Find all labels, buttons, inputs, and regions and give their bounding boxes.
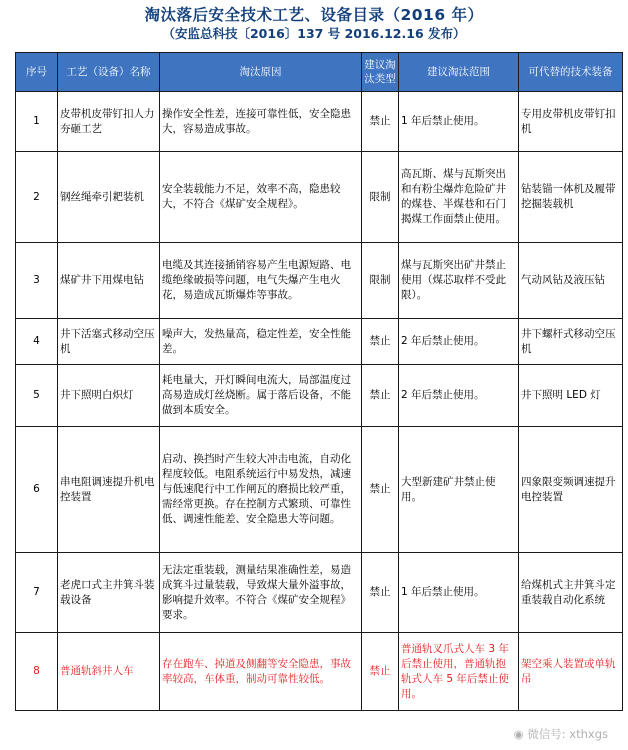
row-type: 禁止 — [362, 92, 399, 152]
table-row — [16, 319, 623, 365]
row-alt: 专用皮带机皮带钉扣机 — [519, 92, 623, 152]
row-number: 1 — [16, 92, 58, 152]
row-reason: 操作安全性差，连接可靠性低，安全隐患大，容易造成事故。 — [160, 92, 362, 152]
col-header-name: 工艺（设备）名称 — [58, 53, 160, 92]
row-number: 4 — [16, 319, 58, 365]
row-type: 禁止 — [362, 319, 399, 365]
row-reason: 噪声大，发热量高，稳定性差，安全性能差。 — [160, 319, 362, 365]
row-scope: 大型新建矿井禁止使用。 — [399, 427, 519, 553]
row-name: 钢丝绳牵引耙装机 — [58, 152, 160, 243]
table-row — [16, 365, 623, 427]
row-number: 5 — [16, 365, 58, 427]
row-type: 禁止 — [362, 365, 399, 427]
row-type: 禁止 — [362, 633, 399, 711]
row-reason: 电缆及其连接插销容易产生电源短路、电缆绝缘破损等问题，电气失爆产生电火花，易造成瓦斯爆炸等事故。 — [160, 243, 362, 319]
row-name: 煤矿井下用煤电钻 — [58, 243, 160, 319]
col-header-scope: 建议淘汰范围 — [399, 53, 519, 92]
row-number: 2 — [16, 152, 58, 243]
row-number: 8 — [16, 633, 58, 711]
page-title: 淘汰落后安全技术工艺、设备目录（2016 年） — [144, 6, 484, 24]
row-name: 普通轨斜井人车 — [58, 633, 160, 711]
row-alt: 气动风钻及液压钻 — [519, 243, 623, 319]
table-row — [16, 152, 623, 243]
row-scope: 1 年后禁止使用。 — [399, 92, 519, 152]
row-alt: 架空乘人装置或单轨吊 — [519, 633, 623, 711]
catalog-table — [15, 52, 623, 711]
row-type: 禁止 — [362, 553, 399, 633]
row-scope: 普通轨叉爪式人车 3 年后禁止使用，普通轨抱轨式人车 5 年后禁止使用。 — [399, 633, 519, 711]
row-number: 7 — [16, 553, 58, 633]
table-row-highlighted — [16, 633, 623, 711]
table-row — [16, 243, 623, 319]
table-row — [16, 92, 623, 152]
row-scope: 2 年后禁止使用。 — [399, 319, 519, 365]
col-header-type: 建议淘汰类型 — [362, 53, 399, 92]
row-alt: 井下照明 LED 灯 — [519, 365, 623, 427]
row-type: 限制 — [362, 243, 399, 319]
row-reason: 启动、换挡时产生较大冲击电流，自动化程度较低。电阻系统运行中易发热，减速与低速爬行中工作闸瓦的磨损比较严重，需经常更换。存在控制方式繁琐、可靠性低、调速性能差、安全隐患大等问题。 — [160, 427, 362, 553]
watermark-text: 微信号: xthxgs — [527, 727, 608, 741]
table-row — [16, 553, 623, 633]
row-name: 井下照明白炽灯 — [58, 365, 160, 427]
row-number: 6 — [16, 427, 58, 553]
row-reason: 安全装载能力不足，效率不高，隐患较大，不符合《煤矿安全规程》。 — [160, 152, 362, 243]
row-scope: 1 年后禁止使用。 — [399, 553, 519, 633]
col-header-alt: 可代替的技术装备 — [519, 53, 623, 92]
table-header-row — [16, 53, 623, 92]
row-name: 皮带机皮带钉扣人力夯砸工艺 — [58, 92, 160, 152]
row-alt: 给煤机式主井箕斗定重装载自动化系统 — [519, 553, 623, 633]
col-header-no: 序号 — [16, 53, 58, 92]
row-name: 串电阻调速提升机电控装置 — [58, 427, 160, 553]
table-row — [16, 427, 623, 553]
row-scope: 2 年后禁止使用。 — [399, 365, 519, 427]
row-alt: 四象限变频调速提升电控装置 — [519, 427, 623, 553]
wechat-icon: ◉ — [513, 727, 528, 741]
watermark — [514, 726, 608, 742]
row-scope: 煤与瓦斯突出矿井禁止使用（煤芯取样不受此限）。 — [399, 243, 519, 319]
row-reason: 存在跑车、掉道及侧翻等安全隐患，事故率较高，车体重，制动可靠性较低。 — [160, 633, 362, 711]
row-type: 限制 — [362, 152, 399, 243]
row-type: 禁止 — [362, 427, 399, 553]
row-reason: 耗电量大，开灯瞬间电流大，局部温度过高易造成灯丝烧断。属于落后设备，不能做到本质安全。 — [160, 365, 362, 427]
row-scope: 高瓦斯、煤与瓦斯突出和有粉尘爆炸危险矿井的煤巷、半煤巷和石门揭煤工作面禁止使用。 — [399, 152, 519, 243]
row-name: 井下活塞式移动空压机 — [58, 319, 160, 365]
row-alt: 井下螺杆式移动空压机 — [519, 319, 623, 365]
row-reason: 无法定重装载，测量结果准确性差，易造成箕斗过量装载，导致煤大量外溢事故，影响提升效率。不符合《煤矿安全规程》要求。 — [160, 553, 362, 633]
page-subtitle: （安监总科技〔2016〕137 号 2016.12.16 发布） — [162, 26, 466, 41]
row-alt: 钻装锚一体机及履带挖掘装载机 — [519, 152, 623, 243]
col-header-reason: 淘汰原因 — [160, 53, 362, 92]
row-number: 3 — [16, 243, 58, 319]
row-name: 老虎口式主井箕斗装载设备 — [58, 553, 160, 633]
